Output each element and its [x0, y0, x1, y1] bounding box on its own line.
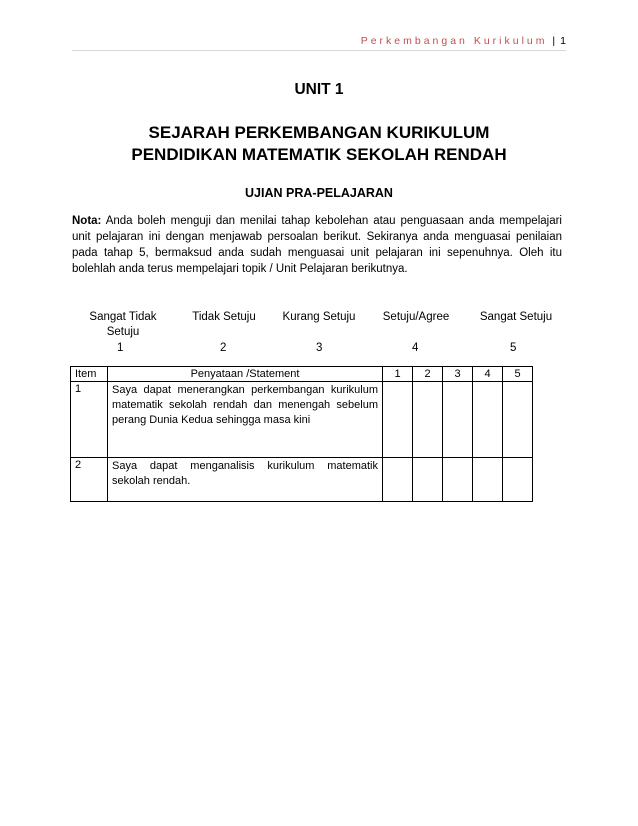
- scale-number-1: 1: [117, 342, 124, 354]
- header-title: Perkembangan Kurikulum: [360, 35, 548, 47]
- rating-cell-1[interactable]: [383, 382, 413, 458]
- row-item-number: 2: [71, 458, 108, 502]
- table-row: [71, 458, 533, 502]
- col-header-5: 5: [503, 367, 533, 382]
- table-header-row: [71, 367, 533, 382]
- scale-label-4: Setuju/Agree: [382, 311, 450, 323]
- scale-number-5: 5: [510, 342, 517, 354]
- section-subtitle: UJIAN PRA-PELAJARAN: [245, 186, 393, 200]
- col-header-statement: Penyataan /Statement: [108, 367, 383, 382]
- row-statement: Saya dapat menganalisis kurikulum matematik sekolah rendah.: [108, 458, 383, 502]
- rating-cell-1[interactable]: [383, 458, 413, 502]
- row-statement: Saya dapat menerangkan perkembangan kurikulum matematik sekolah rendah dan menengah sebelum perang Dunia Kedua sehingga masa kini: [108, 382, 383, 458]
- col-header-4: 4: [473, 367, 503, 382]
- col-header-2: 2: [413, 367, 443, 382]
- page-number: 1: [560, 35, 566, 47]
- nota-label: Nota:: [72, 215, 102, 227]
- scale-item-1: [80, 310, 166, 354]
- scale-item-2: [184, 310, 264, 354]
- rating-cell-2[interactable]: [413, 458, 443, 502]
- scale-item-3: [276, 310, 362, 354]
- rating-cell-3[interactable]: [443, 458, 473, 502]
- scale-number-3: 3: [316, 342, 323, 354]
- scale-number-4: 4: [412, 342, 419, 354]
- scale-label-5: Sangat Setuju: [479, 311, 553, 323]
- header-divider: [72, 50, 566, 51]
- nota-paragraph: [72, 213, 562, 277]
- col-header-1: 1: [383, 367, 413, 382]
- running-header: [361, 35, 566, 47]
- scale-label-1: Sangat Tidak Setuju: [89, 311, 157, 338]
- rating-cell-4[interactable]: [473, 458, 503, 502]
- table-row: [71, 382, 533, 458]
- title-line-1: SEJARAH PERKEMBANGAN KURIKULUM: [148, 123, 490, 142]
- col-header-3: 3: [443, 367, 473, 382]
- scale-label-2: Tidak Setuju: [192, 311, 256, 323]
- row-item-number: 1: [71, 382, 108, 458]
- scale-number-2: 2: [220, 342, 227, 354]
- page-title: [0, 122, 638, 166]
- scale-item-5: [470, 310, 562, 354]
- nota-text: Anda boleh menguji dan menilai tahap kebolehan atau penguasaan anda mempelajari unit pelajaran ini dengan menjawab persoalan berikut. Sekiranya anda menguasai penilaian pada tahap 5, bermaksud anda sudah menguasai unit pelajaran ini sepenuhnya. Oleh itu bolehlah anda terus mempelajari topik / Unit Pelajaran berikutnya.: [72, 215, 562, 275]
- rating-cell-5[interactable]: [503, 382, 533, 458]
- col-header-item: Item: [71, 367, 108, 382]
- rating-cell-4[interactable]: [473, 382, 503, 458]
- scale-label-3: Kurang Setuju: [282, 311, 356, 323]
- scale-item-4: [376, 310, 456, 354]
- rating-cell-5[interactable]: [503, 458, 533, 502]
- title-line-2: PENDIDIKAN MATEMATIK SEKOLAH RENDAH: [131, 145, 507, 164]
- assessment-table: [70, 366, 533, 502]
- rating-cell-2[interactable]: [413, 382, 443, 458]
- unit-heading: UNIT 1: [294, 81, 344, 98]
- rating-cell-3[interactable]: [443, 382, 473, 458]
- header-separator: |: [552, 35, 556, 47]
